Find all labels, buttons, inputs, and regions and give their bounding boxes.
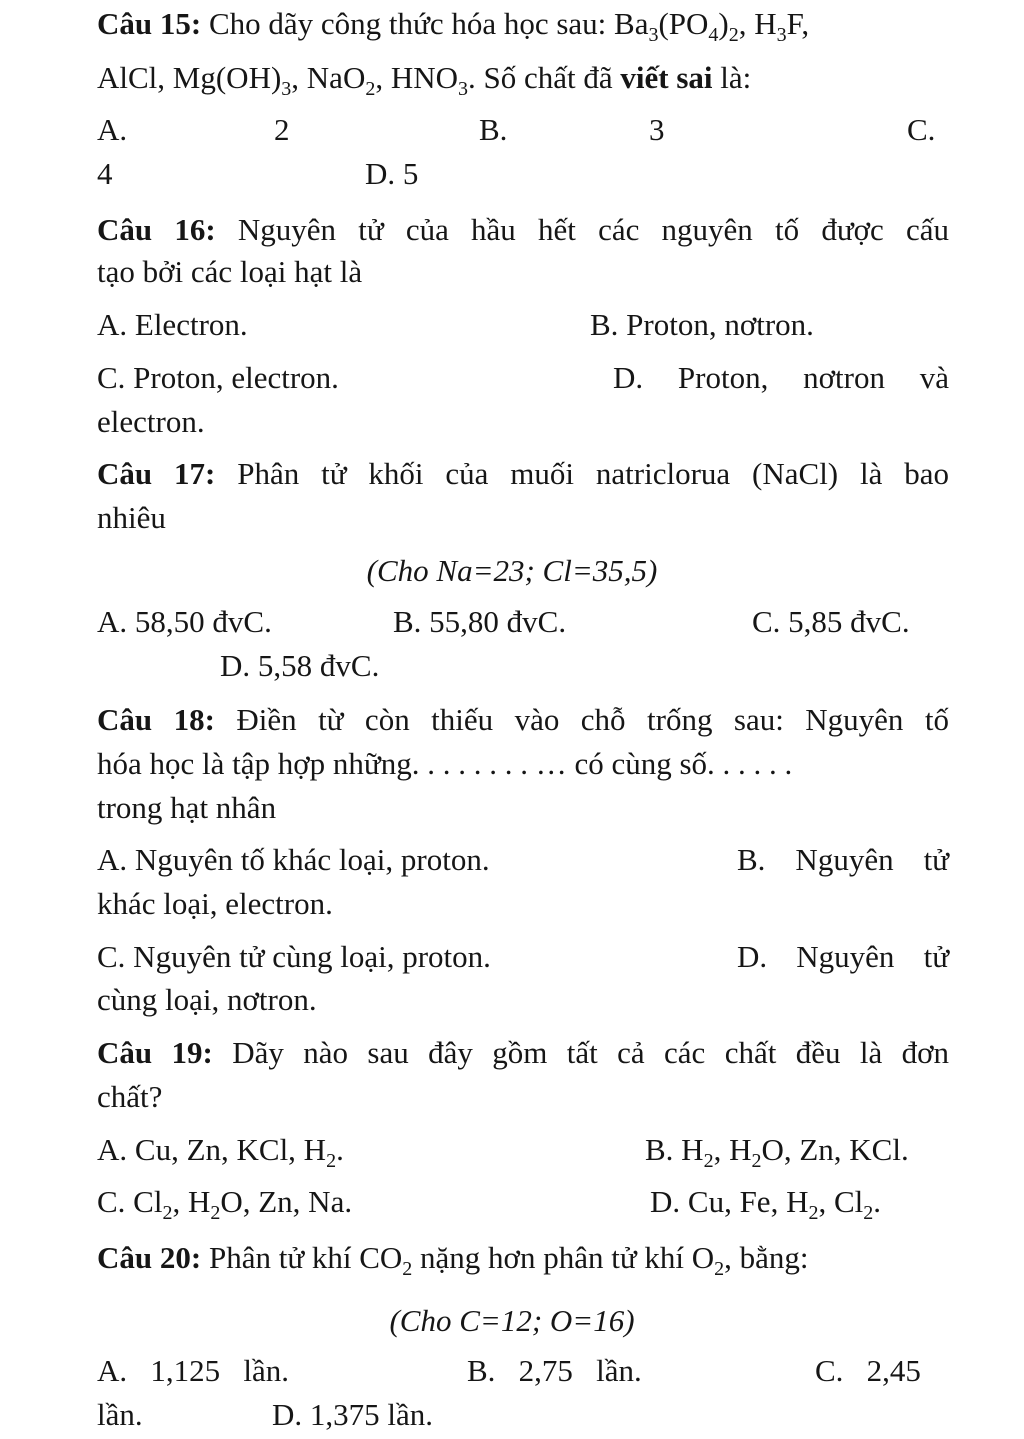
q18-line3: [97, 786, 949, 830]
q16-options-row1: [97, 303, 949, 347]
q17-line1: [97, 452, 949, 496]
q16-option-d-line2: electron.: [97, 404, 205, 439]
q18-options-row1: [97, 838, 949, 882]
q18-text-3: trong hạt nhân: [97, 790, 277, 825]
q18-line2: [97, 742, 949, 786]
q20-option-c-line2: lần.: [97, 1397, 143, 1432]
q17-hint: (Cho Na=23; Cl=35,5): [366, 553, 658, 588]
q16-options-row2: [97, 356, 949, 400]
q15-option-b-value: 3: [649, 112, 665, 147]
q16-text-2: tạo bởi các loại hạt là: [97, 254, 363, 289]
q19-option-b: B. $H_2$, $H_2O$, Zn, KCl.: [645, 1132, 909, 1172]
q16-option-b: B. Proton, nơtron.: [590, 307, 814, 342]
q18-text-1: Điền từ còn thiếu vào chỗ trống sau: Nguyên tố: [236, 702, 949, 737]
q17-text-2: nhiêu: [97, 500, 166, 535]
q15-option-a-value: 2: [274, 112, 290, 147]
q20-option-b: B. 2,75 lần.: [467, 1353, 642, 1388]
q20-line1: [97, 1236, 949, 1280]
q18-option-b-line2: khác loại, electron.: [97, 886, 333, 921]
q17-line2: [97, 496, 949, 540]
q18-option-d-line2: cùng loại, nơtron.: [97, 982, 317, 1017]
q15-formula-ba3po42: $Ba_3(PO_4)_2$,: [614, 6, 747, 46]
q20-option-d: D. 1,375 lần.: [272, 1397, 434, 1432]
q20-text: Phân tử khí $CO_2$ nặng hơn phân tử khí $O_2$, bằng:: [208, 1240, 809, 1280]
q15-line1: [97, 2, 949, 46]
q17-option-b: B. 55,80 đvC.: [393, 604, 567, 639]
q20-options-row1: [97, 1349, 949, 1393]
q15-formula-mgoh3: $Mg(OH)_3$,: [172, 60, 300, 100]
q15-option-c-value: 4: [97, 156, 113, 191]
q18-options-row4: [97, 978, 949, 1022]
q15-tail: là:: [720, 60, 752, 95]
q20-options-row2: [97, 1393, 949, 1437]
q17-option-d: D. 5,58 đvC.: [220, 648, 380, 683]
q16-line1: [97, 208, 949, 252]
q15-formula-nao2: NaO$_2$,: [306, 60, 384, 100]
q15-options-row2: [97, 152, 949, 196]
q15-bold-phrase: viết sai: [620, 60, 713, 95]
q19-options-row1: [97, 1128, 949, 1172]
q18-options-row2: [97, 882, 949, 926]
q18-option-a: A. Nguyên tố khác loại, proton.: [97, 842, 490, 877]
q20-hint: (Cho C=12; O=16): [389, 1303, 635, 1338]
q15-option-d: D. 5: [365, 156, 419, 191]
q18-option-b-line1: B. Nguyên tử: [737, 842, 949, 877]
q20-option-a: A. 1,125 lần.: [97, 1353, 290, 1388]
q18-option-c: C. Nguyên tử cùng loại, proton.: [97, 939, 491, 974]
q19-line1: [97, 1031, 949, 1075]
q19-text-1: Dãy nào sau đây gồm tất cả các chất đều là đơn: [232, 1035, 950, 1070]
q16-options-row3: [97, 400, 949, 444]
q15-text: Cho dãy công thức hóa học sau:: [208, 6, 607, 41]
q16-text-1: Nguyên tử của hầu hết các nguyên tố được cấu: [237, 212, 949, 247]
q18-number: Câu 18:: [97, 702, 215, 737]
q18-options-row3: [97, 935, 949, 979]
q20-option-c-line1: C. 2,45: [815, 1353, 921, 1388]
q15-formula-h3f: $H_3F$,: [754, 6, 810, 46]
q15-line2: [97, 56, 949, 100]
q16-option-a: A. Electron.: [97, 307, 248, 342]
q19-number: Câu 19:: [97, 1035, 213, 1070]
q17-text-1: Phân tử khối của muối natriclorua (NaCl) là bao: [237, 456, 950, 491]
q17-number: Câu 17:: [97, 456, 216, 491]
q19-option-a: A. Cu, Zn, KCl, $H_2$.: [97, 1132, 344, 1172]
q15-number: Câu 15:: [97, 6, 202, 41]
q19-options-row2: [97, 1180, 949, 1224]
q17-options-row1: [97, 600, 949, 644]
q17-options-row2: [97, 644, 949, 688]
q18-text-2: hóa học là tập hợp những. . . . . . . . … có cùng số. . . . . .: [97, 746, 793, 781]
q15-formula-hno3: $HNO_3$. Số chất đã: [390, 60, 613, 100]
q19-text-2: chất?: [97, 1079, 163, 1114]
q15-formula-alcl: AlCl,: [97, 60, 166, 95]
q15-options-row1: [97, 108, 949, 152]
q17-option-a: A. 58,50 đvC.: [97, 604, 272, 639]
q16-option-d-line1: D. Proton, nơtron và: [613, 360, 949, 395]
q20-number: Câu 20:: [97, 1240, 202, 1275]
q17-option-c: C. 5,85 đvC.: [752, 604, 910, 639]
q16-option-c: C. Proton, electron.: [97, 360, 339, 395]
q15-option-a-label: A.: [97, 112, 128, 147]
q19-option-c: C. $Cl_2$, $H_2O$, Zn, Na.: [97, 1184, 353, 1224]
q18-line1: [97, 698, 949, 742]
q19-line2: [97, 1075, 949, 1119]
q16-line2: [97, 250, 949, 294]
q15-option-c-label: C.: [907, 112, 936, 147]
q18-option-d-line1: D. Nguyên tử: [737, 939, 949, 974]
q15-option-b-label: B.: [479, 112, 508, 147]
q19-option-d: D. Cu, Fe, $H_2$, $Cl_2$.: [650, 1184, 881, 1224]
q16-number: Câu 16:: [97, 212, 216, 247]
